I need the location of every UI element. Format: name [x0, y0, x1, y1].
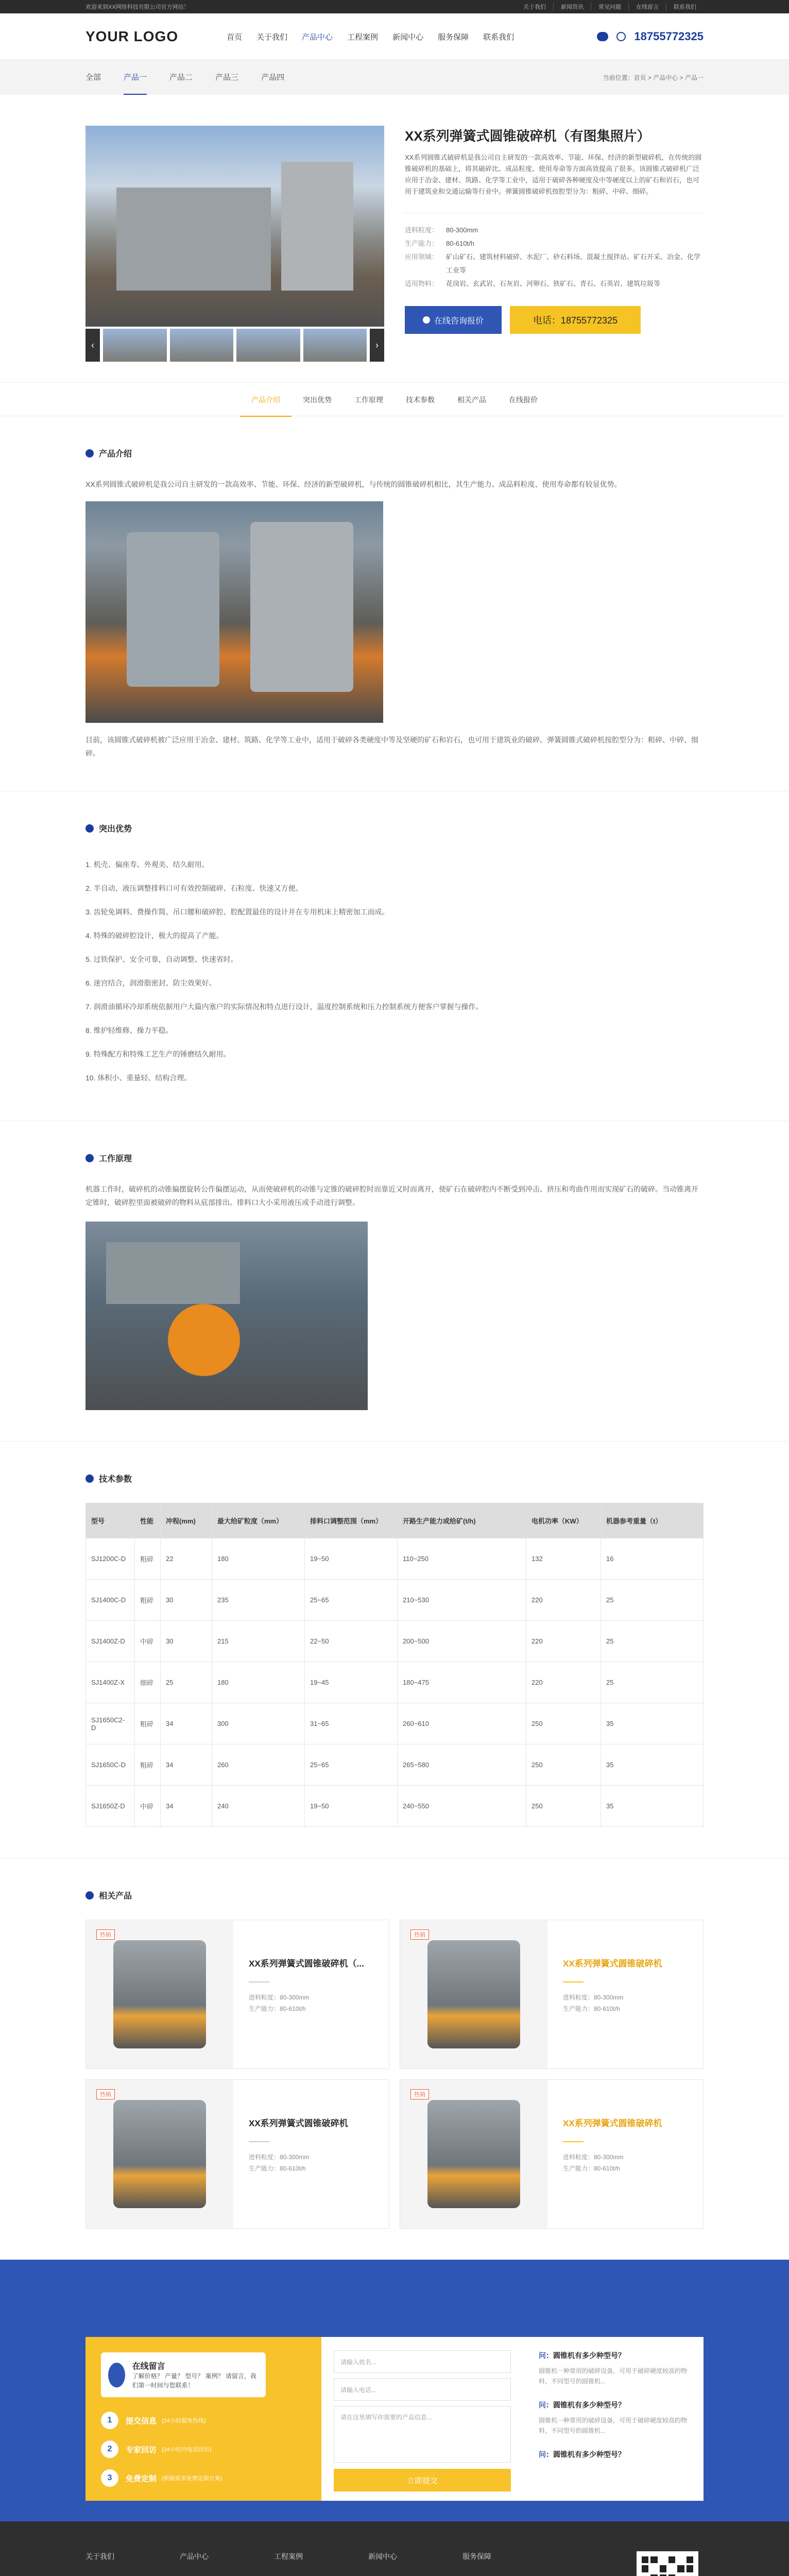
nav-contact[interactable]: 联系我们 — [483, 32, 514, 42]
section-icon — [85, 1475, 94, 1483]
advantages-section — [0, 791, 789, 1121]
attr-key: 生产能力： — [405, 240, 439, 247]
list-item: 3. 齿轮免调料、费操作简、吊口腰和破碎腔、腔配置最佳的设计并在专用机床上精密加工而成。 — [85, 908, 389, 916]
top-link[interactable]: 联系我们 — [666, 3, 704, 11]
principle-section — [0, 1121, 789, 1442]
table-cell: 25~65 — [305, 1580, 398, 1621]
thumbnail[interactable] — [170, 329, 234, 362]
nav-service[interactable]: 服务保障 — [438, 32, 469, 42]
step-number: 2 — [101, 2441, 118, 2458]
name-input[interactable]: 请输入姓名... — [334, 2350, 511, 2373]
related-image — [400, 2080, 547, 2228]
table-cell: 200~500 — [398, 1621, 526, 1662]
thumbnail[interactable] — [103, 329, 167, 362]
related-product-card[interactable] — [400, 2079, 704, 2229]
footer-col-service — [462, 2551, 557, 2576]
attr-value: 花岗岩、玄武岩、石灰岩、河卵石、铁矿石、青石、石英岩、建筑垃圾等 — [446, 280, 661, 287]
faq-question[interactable]: 问：圆锥机有多少种型号？ — [539, 2401, 625, 2409]
related-attr: 进料粒度：80-300mm — [563, 1994, 624, 2001]
tab-product-3[interactable]: 产品三 — [215, 73, 239, 82]
table-cell: 240 — [212, 1786, 305, 1827]
col-header: 性能 — [135, 1503, 161, 1538]
table-cell: 22~50 — [305, 1621, 398, 1662]
nav-home[interactable]: 首页 — [227, 32, 243, 42]
table-cell: 220 — [526, 1621, 601, 1662]
header — [0, 13, 789, 60]
nav-about[interactable]: 关于我们 — [256, 32, 288, 42]
section-title: 突出优势 — [99, 825, 132, 834]
table-cell: 250 — [526, 1703, 601, 1744]
col-header: 机器参考重量（t） — [601, 1503, 704, 1538]
top-bar — [0, 0, 789, 13]
table-cell: SJ1650C-D — [86, 1744, 135, 1786]
section-icon — [85, 1154, 94, 1162]
table-cell: 25 — [161, 1662, 212, 1703]
table-cell: 235 — [212, 1580, 305, 1621]
category-bar — [0, 60, 789, 95]
table-cell: 19~45 — [305, 1662, 398, 1703]
product-title: XX系列弹簧式圆锥破碎机（有图集照片） — [405, 128, 650, 144]
footer-col-title: 关于我们 — [85, 2552, 114, 2561]
product-info — [405, 126, 704, 362]
hot-badge: 热销 — [410, 2089, 429, 2099]
step-note: (24小时内电话回访) — [162, 2447, 212, 2453]
col-header: 型号 — [86, 1503, 135, 1538]
table-cell: 210~530 — [398, 1580, 526, 1621]
col-header: 电机功率（KW） — [526, 1503, 601, 1538]
top-link[interactable]: 在线留言 — [628, 3, 666, 11]
related-title[interactable]: XX系列弹簧式圆锥破碎机（... — [249, 1959, 364, 1969]
table-cell: 中碎 — [135, 1621, 161, 1662]
related-section — [0, 1858, 789, 2260]
related-grid — [85, 1920, 704, 2229]
related-attr: 进料粒度：80-300mm — [563, 2154, 624, 2161]
step-number: 1 — [101, 2412, 118, 2429]
anchor-quote[interactable]: 在线报价 — [509, 396, 538, 404]
header-phone: 18755772325 — [634, 30, 704, 43]
table-cell: 215 — [212, 1621, 305, 1662]
intro-image — [85, 501, 383, 723]
section-title: 相关产品 — [99, 1892, 132, 1901]
product-description: XX系列圆锥式破碎机是我公司自主研发的一款高效率、节能、环保、经济的新型破碎机，在传统的圆锥破碎机的基础上，将其破碎比、成品粒度、使用寿命等方面高效提高了很多。该圆锥式破碎机广泛应用于冶金、建材、筑路、化学等工业中，适用于破碎各种硬度及中等硬度以上的矿石和岩石，也可用于建筑业和交通运输等行业中。弹簧圆锥破碎机按腔型分为：粗碎、中碎、细碎。 — [405, 152, 704, 213]
table-cell: 265~580 — [398, 1744, 526, 1786]
list-item: 5. 过铁保护、安全可靠，自动调整、快速省时。 — [85, 955, 238, 963]
header-contact — [597, 30, 704, 43]
list-item: 7. 润滑油循环冷却系统依据用户大篇内塞户的实际情况和特点进行设计，温度控制系统和压力控制系统方便客户掌握与操作。 — [85, 1003, 483, 1011]
table-header-row — [86, 1503, 704, 1538]
table-row — [86, 1580, 704, 1621]
footer — [0, 2521, 789, 2576]
thumbnail[interactable] — [303, 329, 367, 362]
table-cell: 260 — [212, 1744, 305, 1786]
table-cell: 34 — [161, 1703, 212, 1744]
table-cell: 粗碎 — [135, 1703, 161, 1744]
faq-question[interactable]: 问：圆锥机有多少种型号？ — [539, 2351, 625, 2360]
badge-subtitle: 了解价格？ 产量？ 型号？ 案例？ 请留言，我们第一时间与您联系！ — [132, 2372, 256, 2389]
principle-paragraph: 机器工作时，破碎机的动锥偏摆旋转公作偏摆运动，从而使破碎机的动锥与定锥的破碎腔时而靠近又时而离开，使矿石在破碎腔内不断受到冲击、挤压和弯曲作用而实现矿石的破碎。当动锥离开定锥时，破碎腔里面被破碎的物料从底部排出。排料口大小采用液压或手动进行调整。 — [85, 1185, 698, 1207]
hot-badge: 热销 — [96, 2089, 115, 2099]
related-image — [86, 2080, 233, 2228]
table-cell: SJ1400C-D — [86, 1580, 135, 1621]
top-links — [516, 3, 704, 11]
category-tabs — [85, 60, 307, 95]
list-item: 1. 机壳、偏座寿、外观美、结久耐用。 — [85, 860, 209, 869]
message-form — [321, 2337, 523, 2501]
table-cell: 19~50 — [305, 1538, 398, 1580]
thumbnail[interactable] — [236, 329, 300, 362]
badge-title: 在线留言 — [132, 2362, 165, 2371]
section-icon — [85, 824, 94, 833]
anchor-principle[interactable]: 工作原理 — [354, 396, 383, 404]
anchor-specs[interactable]: 技术参数 — [406, 396, 435, 404]
product-actions — [405, 306, 704, 334]
tab-product-4[interactable]: 产品四 — [261, 73, 285, 82]
tab-all[interactable]: 全部 — [85, 73, 101, 82]
table-row — [86, 1786, 704, 1827]
related-product-card[interactable] — [400, 1920, 704, 2069]
phone-input[interactable]: 请输入电话... — [334, 2378, 511, 2401]
top-notice: 欢迎来到XX网络科技有限公司官方网站！ — [85, 4, 190, 10]
principle-image — [85, 1222, 368, 1410]
consult-button[interactable] — [405, 306, 502, 334]
list-item: 8. 维护轻维修、操力平稳。 — [85, 1026, 173, 1035]
logo[interactable]: YOUR LOGO — [85, 28, 179, 44]
intro-paragraph: 目前，该圆锥式破碎机被广泛应用于冶金、建材、筑路、化学等工业中，适用于破碎各类硬度中等及坚硬的矿石和岩石，也可用于建筑业的破碎。弹簧圆锥式破碎机按腔型分为：粗碎、中碎、细碎。 — [85, 736, 698, 757]
consult-label: 在线咨询报价 — [434, 316, 484, 326]
product-main-image — [85, 126, 384, 327]
table-cell: 250 — [526, 1744, 601, 1786]
product-attributes — [405, 213, 704, 301]
submit-button[interactable]: 立即提交 — [334, 2469, 511, 2492]
anchor-intro[interactable]: 产品介绍 — [240, 383, 291, 417]
section-title: 技术参数 — [99, 1475, 132, 1484]
table-cell: SJ1650C2-D — [86, 1703, 135, 1744]
faq-answer: 圆锥机一种常用的破碎设备，可用于破碎硬度较高的物料，不同型号的圆锥机... — [539, 2417, 688, 2434]
breadcrumb: 当前位置：首页 > 产品中心 > 产品一 — [603, 74, 704, 81]
attr-value: 80-610t/h — [446, 240, 474, 247]
table-cell: 25 — [601, 1662, 704, 1703]
related-attr: 进料粒度：80-300mm — [249, 1994, 310, 2001]
table-cell: SJ1200C-D — [86, 1538, 135, 1580]
hot-badge: 热销 — [96, 1929, 115, 1940]
thumbnail-strip — [85, 329, 384, 362]
col-header: 开路生产能力或给矿(t/h) — [398, 1503, 526, 1538]
section-title: 工作原理 — [99, 1155, 132, 1163]
table-row — [86, 1662, 704, 1703]
table-row — [86, 1538, 704, 1580]
table-cell: 35 — [601, 1786, 704, 1827]
phone-label: 电话：18755772325 — [533, 315, 618, 326]
list-item: 2. 半自动、液压调整排料口可有效控制破碎、石粒度、快速又方便。 — [85, 884, 303, 892]
specs-section — [0, 1442, 789, 1858]
table-cell: 中碎 — [135, 1786, 161, 1827]
table-cell: 25 — [601, 1621, 704, 1662]
contact-steps — [101, 2412, 306, 2487]
table-cell: 132 — [526, 1538, 601, 1580]
table-cell: 34 — [161, 1744, 212, 1786]
thumb-next-button[interactable]: › — [370, 329, 384, 362]
related-attr: 生产能力：80-610t/h — [249, 2005, 306, 2012]
product-overview — [0, 95, 789, 382]
step-title: 免费定制 — [126, 2474, 157, 2483]
table-cell: 35 — [601, 1744, 704, 1786]
attr-value: 80-300mm — [446, 226, 478, 234]
contact-intro — [85, 2337, 321, 2501]
product-gallery — [85, 126, 384, 362]
related-image — [86, 1920, 233, 2069]
table-cell: 240~550 — [398, 1786, 526, 1827]
specs-table — [85, 1503, 704, 1827]
message-textarea[interactable]: 请在这里填写你需要的产品信息... — [334, 2406, 511, 2463]
footer-col-about — [85, 2551, 180, 2576]
table-cell: 220 — [526, 1580, 601, 1621]
phone-button[interactable] — [510, 306, 641, 334]
step-title: 专家回访 — [126, 2445, 157, 2454]
step-number: 3 — [101, 2469, 118, 2487]
anchor-advantages[interactable]: 突出优势 — [303, 396, 332, 404]
footer-col-products — [180, 2551, 274, 2576]
table-cell: SJ1400Z-D — [86, 1621, 135, 1662]
footer-qr — [631, 2551, 704, 2576]
tab-product-2[interactable]: 产品二 — [169, 73, 193, 82]
footer-col-title: 服务保障 — [462, 2552, 491, 2561]
table-cell: SJ1400Z-X — [86, 1662, 135, 1703]
table-cell: 细碎 — [135, 1662, 161, 1703]
col-header: 排料口调整范围（mm） — [305, 1503, 398, 1538]
table-cell: 19~50 — [305, 1786, 398, 1827]
table-cell: 25~65 — [305, 1744, 398, 1786]
intro-paragraph: XX系列圆锥式破碎机是我公司自主研发的一款高效率、节能、环保、经济的新型破碎机，与传统的圆锥破碎机相比，其生产能力、成品料粒度、使用寿命都有较显优势。 — [85, 480, 622, 488]
step-title: 提交信息 — [126, 2416, 157, 2426]
step-note: (24小时服务热线) — [162, 2418, 206, 2424]
list-item: 4. 特殊的破碎腔设计，极大的提高了产能。 — [85, 931, 224, 940]
table-cell: 16 — [601, 1538, 704, 1580]
related-attr: 生产能力：80-610t/h — [563, 2005, 620, 2012]
section-title: 产品介绍 — [99, 450, 132, 459]
col-header: 冲程(mm) — [161, 1503, 212, 1538]
section-icon — [85, 1891, 94, 1900]
table-cell: 粗碎 — [135, 1580, 161, 1621]
table-row — [86, 1621, 704, 1662]
related-attr: 生产能力：80-610t/h — [563, 2165, 620, 2172]
related-attr: 进料粒度：80-300mm — [249, 2154, 310, 2161]
table-cell: 31~65 — [305, 1703, 398, 1744]
list-item: 10. 体积小、重量轻、结构合理。 — [85, 1074, 192, 1082]
footer-col-title: 新闻中心 — [368, 2552, 397, 2561]
table-cell: 180 — [212, 1662, 305, 1703]
related-title[interactable]: XX系列弹簧式圆锥破碎机 — [563, 2119, 662, 2128]
table-row — [86, 1703, 704, 1744]
hot-badge: 热销 — [410, 1929, 429, 1940]
faq-question[interactable]: 问：圆锥机有多少种型号？ — [539, 2450, 625, 2459]
nav-cases[interactable]: 工程案例 — [347, 32, 379, 42]
table-cell: 30 — [161, 1621, 212, 1662]
table-cell: 30 — [161, 1580, 212, 1621]
table-cell: 22 — [161, 1538, 212, 1580]
main-nav — [219, 31, 597, 42]
anchor-related[interactable]: 相关产品 — [457, 396, 486, 404]
contact-box — [85, 2337, 704, 2501]
advantages-list — [85, 853, 704, 1090]
list-item: 6. 迷宫结合，润滑脂密封、防尘效果好。 — [85, 979, 216, 987]
table-row — [86, 1744, 704, 1786]
table-cell: 180~475 — [398, 1662, 526, 1703]
top-link[interactable]: 常见问题 — [591, 3, 628, 11]
message-icon — [108, 2363, 125, 2387]
faq-answer: 圆锥机一种常用的破碎设备，可用于破碎硬度较高的物料，不同型号的圆锥机... — [539, 2367, 688, 2385]
table-cell: 180 — [212, 1538, 305, 1580]
phone-icon — [616, 32, 626, 41]
related-attr: 生产能力：80-610t/h — [249, 2165, 306, 2172]
footer-col-title: 产品中心 — [180, 2552, 209, 2561]
table-cell: 25 — [601, 1580, 704, 1621]
related-title[interactable]: XX系列弹簧式圆锥破碎机 — [563, 1959, 662, 1969]
faq-list — [523, 2337, 704, 2501]
related-image — [400, 1920, 547, 2069]
table-cell: 34 — [161, 1786, 212, 1827]
table-cell: 粗碎 — [135, 1744, 161, 1786]
attr-key: 进料粒度： — [405, 226, 439, 234]
contact-section — [0, 2260, 789, 2521]
table-cell: 260~610 — [398, 1703, 526, 1744]
attr-value: 矿山矿石、建筑材料破碎、水泥厂、砂石料场、混凝土搅拌站、矿石开采、冶金、化学工业等 — [446, 253, 701, 274]
wechat-icon[interactable] — [597, 32, 608, 41]
nav-news[interactable]: 新闻中心 — [392, 32, 424, 42]
table-cell: 35 — [601, 1703, 704, 1744]
intro-section — [0, 416, 789, 791]
table-cell: 粗碎 — [135, 1538, 161, 1580]
message-badge — [101, 2352, 266, 2397]
section-anchors — [0, 382, 789, 416]
qr-code-icon — [637, 2551, 698, 2576]
chat-icon — [423, 316, 430, 324]
nav-products[interactable]: 产品中心 — [302, 32, 333, 42]
section-icon — [85, 449, 94, 457]
footer-col-title: 工程案例 — [274, 2552, 303, 2561]
tab-product-1[interactable]: 产品一 — [124, 60, 147, 95]
list-item: 9. 特殊配方和特殊工艺生产的锤磨结久耐用。 — [85, 1050, 231, 1058]
step-note: (根据需求免费定制方案) — [162, 2476, 222, 2482]
attr-key: 应用领域： — [405, 253, 439, 261]
related-product-card[interactable] — [85, 1920, 389, 2069]
table-cell: 300 — [212, 1703, 305, 1744]
related-title[interactable]: XX系列弹簧式圆锥破碎机 — [249, 2119, 348, 2128]
top-link[interactable]: 新闻资讯 — [553, 3, 591, 11]
footer-col-cases — [274, 2551, 368, 2576]
table-cell: 220 — [526, 1662, 601, 1703]
related-product-card[interactable] — [85, 2079, 389, 2229]
table-cell: 250 — [526, 1786, 601, 1827]
col-header: 最大给矿粒度（mm） — [212, 1503, 305, 1538]
footer-col-news — [368, 2551, 462, 2576]
top-link[interactable]: 关于我们 — [523, 4, 546, 10]
attr-key: 适用物料： — [405, 280, 439, 287]
table-cell: 110~250 — [398, 1538, 526, 1580]
thumb-prev-button[interactable]: ‹ — [85, 329, 100, 362]
table-cell: SJ1650Z-D — [86, 1786, 135, 1827]
